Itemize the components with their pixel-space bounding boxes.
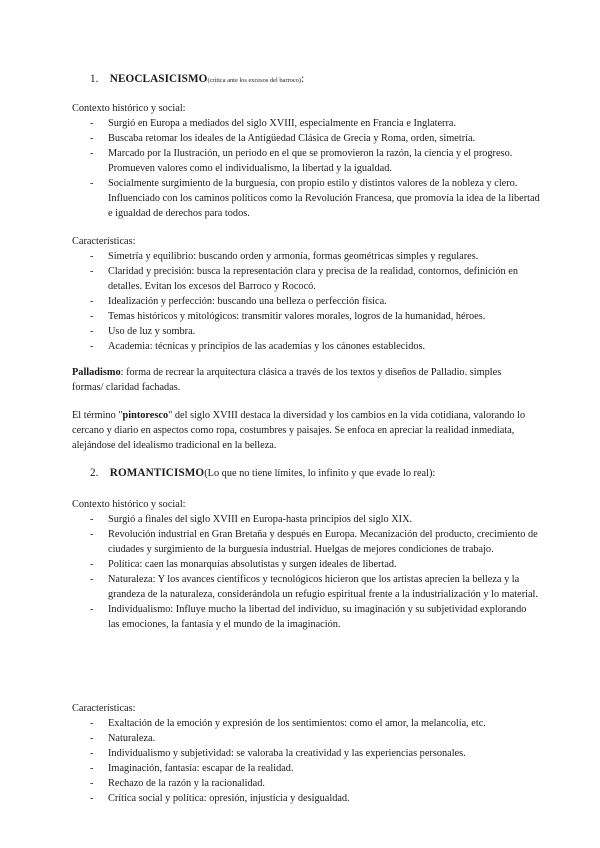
list-item bbox=[0, 557, 600, 572]
list-item-text: Rechazo de la razón y la racionalidad. bbox=[108, 778, 265, 789]
dash-bullet-icon: - bbox=[90, 604, 94, 615]
list-item-text: Surgió a finales del siglo XVIII en Europa-hasta principios del siglo XIX. bbox=[108, 514, 413, 525]
dash-bullet-icon: - bbox=[90, 763, 94, 774]
dash-bullet-icon: - bbox=[90, 514, 94, 525]
dash-bullet-icon: - bbox=[90, 148, 94, 159]
section-2-subtitle: (Lo que no tiene límites, lo infinito y que evade lo real): bbox=[204, 468, 436, 479]
section-2-characteristics-list bbox=[0, 716, 600, 806]
section-1-characteristics-list bbox=[0, 249, 600, 354]
list-item bbox=[0, 716, 600, 731]
dash-bullet-icon: - bbox=[90, 178, 94, 189]
list-item-text: Individualismo: Influye mucho la libertad del individuo, su imaginación y su subjetividad explorando las emociones, la fantasía y el mundo de la imaginación. bbox=[108, 604, 527, 630]
dash-bullet-icon: - bbox=[90, 793, 94, 804]
section-1-title: NEOCLASICISMO bbox=[109, 73, 208, 85]
dash-bullet-icon: - bbox=[90, 118, 94, 129]
list-item bbox=[0, 294, 600, 309]
pintoresco-text: " del siglo XVIII destaca la diversidad y los cambios en la vida cotidiana, valorando lo cercano y diario en aspectos como ropa, costumbres y paisajes. Se enfoca en apreciar la realidad inmediata, alejándose del idealismo tradicional en la belleza. bbox=[72, 410, 526, 451]
section-2-number: 2. bbox=[90, 467, 99, 479]
list-item bbox=[0, 761, 600, 776]
list-item bbox=[0, 131, 600, 146]
list-item bbox=[0, 116, 600, 131]
list-item bbox=[0, 731, 600, 746]
pintoresco-pre: El término " bbox=[72, 410, 123, 421]
list-item-text: Exaltación de la emoción y expresión de los sentimientos: como el amor, la melancolía, etc. bbox=[108, 718, 486, 729]
section-2-heading bbox=[90, 466, 435, 481]
list-item-text: Política: caen las monarquías absolutistas y surgen ideales de libertad. bbox=[108, 559, 397, 570]
list-item bbox=[0, 776, 600, 791]
list-item bbox=[0, 791, 600, 806]
list-item-text: Idealización y perfección: buscando una belleza o perfección física. bbox=[108, 296, 387, 307]
list-item-text: Socialmente surgimiento de la burguesía, con propio estilo y distintos valores de la nobleza y clero. Influenciado con los caminos políticos como la Revolución Francesa, que promovía la idea de la libertad e igualdad de derechos para todos. bbox=[108, 178, 540, 219]
section-2-title: ROMANTICISMO bbox=[109, 467, 205, 479]
dash-bullet-icon: - bbox=[90, 326, 94, 337]
list-item-text: Naturaleza. bbox=[108, 733, 156, 744]
section-2-context-list bbox=[0, 512, 600, 632]
list-item-text: Imaginación, fantasía: escapar de la realidad. bbox=[108, 763, 294, 774]
list-item bbox=[0, 512, 600, 527]
list-item bbox=[0, 572, 600, 602]
section-1-context-list bbox=[0, 116, 600, 221]
list-item-text: Buscaba retomar los ideales de la Antigüedad Clásica de Grecia y Roma, orden, simetría. bbox=[108, 133, 476, 144]
list-item-text: Naturaleza: Y los avances científicos y tecnológicos hicieron que los artistas aprecien la belleza y la grandeza de la naturaleza, considerándola un refugio espiritual frente a la industrialización y lo material. bbox=[108, 574, 538, 600]
list-item-text: Revolución industrial en Gran Bretaña y después en Europa. Mecanización del producto, crecimiento de ciudades y surgimiento de la burguesía industrial. Huelgas de mejores condiciones de trabajo. bbox=[108, 529, 538, 555]
section-1-context-label: Contexto histórico y social: bbox=[72, 103, 186, 114]
dash-bullet-icon: - bbox=[90, 251, 94, 262]
section-1-characteristics-label: Características: bbox=[72, 236, 136, 247]
list-item-text: Marcado por la Ilustración, un periodo en el que se promovieron la razón, la ciencia y el progreso. Promueven valores como el individualismo, la libertad y la igualdad. bbox=[108, 148, 513, 174]
section-2-characteristics-label: Características: bbox=[72, 703, 136, 714]
dash-bullet-icon: - bbox=[90, 574, 94, 585]
palladio-text: : forma de recrear la arquitectura clásica a través de los textos y diseños de Palladio. simples formas/ claridad fachadas. bbox=[72, 367, 502, 393]
list-item bbox=[0, 602, 600, 632]
dash-bullet-icon: - bbox=[90, 559, 94, 570]
palladio-paragraph bbox=[72, 365, 532, 395]
dash-bullet-icon: - bbox=[90, 341, 94, 352]
list-item-text: Crítica social y política: opresión, injusticia y desigualdad. bbox=[108, 793, 350, 804]
section-1-colon: : bbox=[300, 73, 305, 85]
list-item bbox=[0, 527, 600, 557]
list-item-text: Temas históricos y mitológicos: transmitir valores morales, logros de la humanidad, héroes. bbox=[108, 311, 486, 322]
dash-bullet-icon: - bbox=[90, 266, 94, 277]
list-item bbox=[0, 146, 600, 176]
list-item-text: Simetría y equilibrio: buscando orden y armonía, formas geométricas simples y regulares. bbox=[108, 251, 479, 262]
dash-bullet-icon: - bbox=[90, 778, 94, 789]
list-item bbox=[0, 339, 600, 354]
list-item bbox=[0, 264, 600, 294]
dash-bullet-icon: - bbox=[90, 296, 94, 307]
dash-bullet-icon: - bbox=[90, 733, 94, 744]
list-item-text: Claridad y precisión: busca la representación clara y precisa de la realidad, contornos, definición en detalles. Evitan los excesos del Barroco y Rococó. bbox=[108, 266, 518, 292]
palladio-term: Palladismo bbox=[72, 367, 121, 378]
dash-bullet-icon: - bbox=[90, 748, 94, 759]
dash-bullet-icon: - bbox=[90, 311, 94, 322]
pintoresco-paragraph bbox=[72, 408, 532, 453]
dash-bullet-icon: - bbox=[90, 718, 94, 729]
section-1-number: 1. bbox=[90, 73, 99, 85]
pintoresco-term: pintoresco bbox=[122, 410, 169, 421]
list-item-text: Uso de luz y sombra. bbox=[108, 326, 196, 337]
list-item bbox=[0, 176, 600, 221]
list-item bbox=[0, 324, 600, 339]
list-item bbox=[0, 249, 600, 264]
dash-bullet-icon: - bbox=[90, 529, 94, 540]
list-item bbox=[0, 746, 600, 761]
list-item-text: Individualismo y subjetividad: se valoraba la creatividad y las experiencias personales. bbox=[108, 748, 466, 759]
section-1-subtitle: (crítica ante los excesos del barroco) bbox=[207, 77, 301, 84]
list-item-text: Academia: técnicas y principios de las academias y los cánones establecidos. bbox=[108, 341, 426, 352]
section-1-heading bbox=[90, 72, 304, 88]
section-2-context-label: Contexto histórico y social: bbox=[72, 499, 186, 510]
list-item-text: Surgió en Europa a mediados del siglo XVIII, especialmente en Francia e Inglaterra. bbox=[108, 118, 457, 129]
list-item bbox=[0, 309, 600, 324]
dash-bullet-icon: - bbox=[90, 133, 94, 144]
